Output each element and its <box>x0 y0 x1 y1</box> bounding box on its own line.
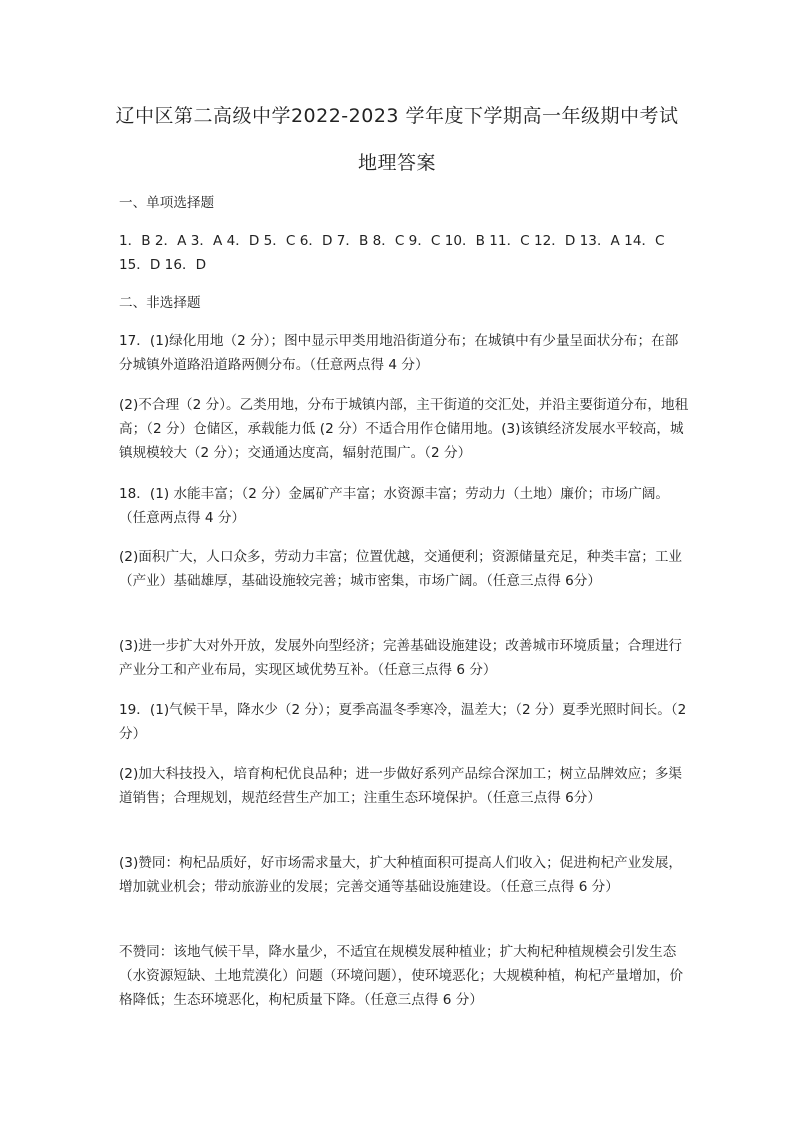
document-subtitle: 地理答案 <box>357 152 436 174</box>
answer-q18-part1: 18．(1) 水能丰富；（2 分）金属矿产丰富；水资源丰富；劳动力（土地）廉价；市场广阔。（任意两点得 4 分） <box>119 486 670 526</box>
answer-q19-part2: (2)加大科技投入，培育枸杞优良品种；进一步做好系列产品综合深加工；树立品牌效应；多渠道销售；合理规划，规范经营生产加工；注重生态环境保护。（任意三点得 6分） <box>119 766 683 806</box>
section-heading-multiple-choice: 一、单项选择题 <box>119 195 215 211</box>
answer-q17-part1: 17．(1)绿化用地（2 分）；图中显示甲类用地沿街道分布；在城镇中有少量呈面状分布；在部分城镇外道路沿道路两侧分布。（任意两点得 4 分） <box>119 333 679 373</box>
answer-q19-part1: 19．(1)气候干旱，降水少（2 分）；夏季高温冬季寒冷，温差大；（2 分）夏季光照时间长。（2 分） <box>119 702 687 742</box>
answer-q19-part3-disagree: 不赞同：该地气候干旱，降水量少，不适宜在规模发展种植业；扩大枸杞种植规模会引发生态（水资源短缺、土地荒漠化）问题（环境问题），使环境恶化；大规模种植，枸杞产量增加，价格降低；生态环境恶化，枸杞质量下降。（任意三点得 6 分） <box>119 944 684 1008</box>
answer-q18-part3: (3)进一步扩大对外开放，发展外向型经济；完善基础设施建设；改善城市环境质量；合理进行产业分工和产业布局，实现区域优势互补。（任意三点得 6 分） <box>119 638 683 678</box>
answer-q19-part3-agree: (3)赞同：枸杞品质好，好市场需求量大，扩大种植面积可提高人们收入；促进枸杞产业发展，增加就业机会；带动旅游业的发展；完善交通等基础设施建设。（任意三点得 6 分） <box>119 855 683 895</box>
answer-q17-part2-3: (2)不合理（2 分）。乙类用地，分布于城镇内部，主干街道的交汇处，并沿主要街道分布，地租高；（2 分）仓储区，承载能力低 (2 分）不适合用作仓储用地。(3)该镇经济发展水平较高，城镇规模较大（2 分）；交通通达度高，辐射范围广。（2 分） <box>119 397 689 461</box>
section-heading-non-choice: 二、非选择题 <box>119 295 201 311</box>
document-title: 辽中区第二高级中学2022-2023 学年度下学期高一年级期中考试 <box>115 105 679 127</box>
multiple-choice-answers: 1．B 2．A 3．A 4．D 5．C 6．D 7．B 8．C 9．C 10．B 11．C 12．D 13．A 14．C 15．D 16．D <box>119 233 665 273</box>
answer-q18-part2: (2)面积广大，人口众多，劳动力丰富；位置优越，交通便利；资源储量充足，种类丰富；工业（产业）基础雄厚，基础设施较完善；城市密集，市场广阔。（任意三点得 6分） <box>119 549 683 589</box>
